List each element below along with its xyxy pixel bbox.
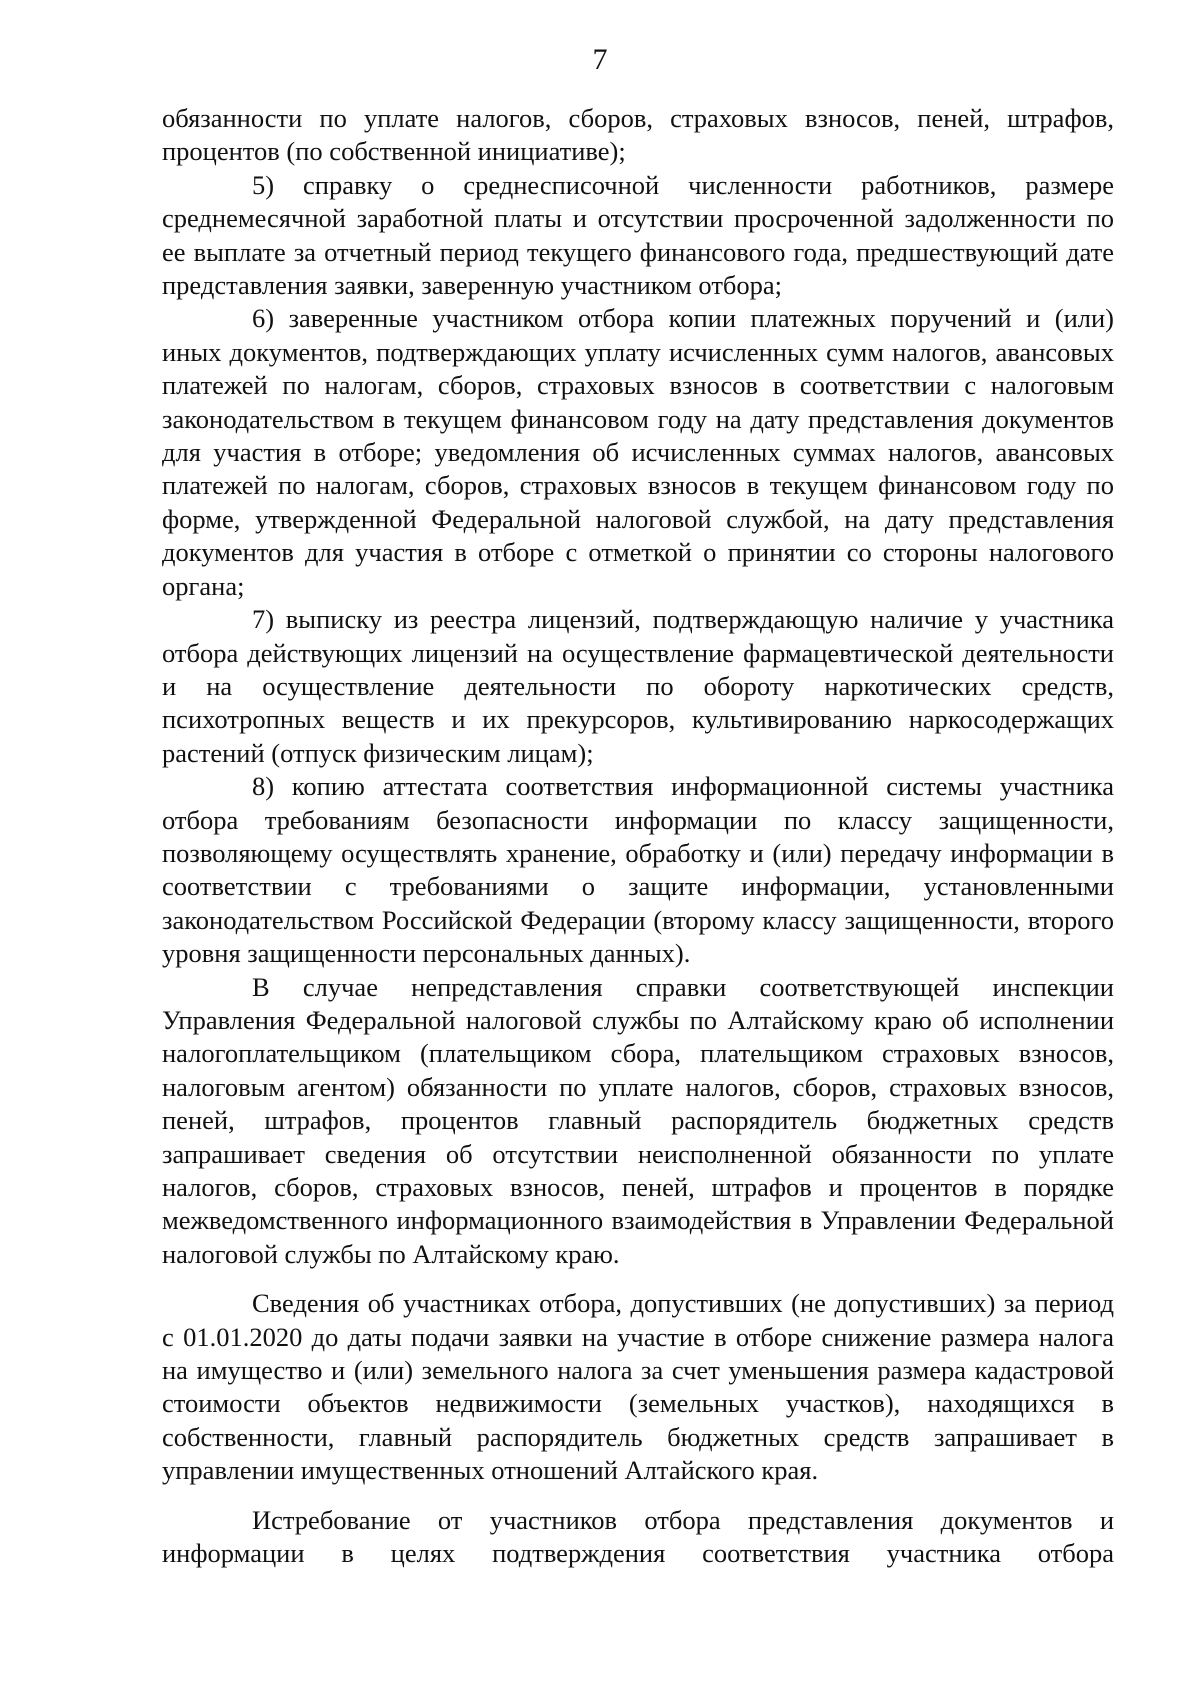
paragraph-non-submission: В случае непредставления справки соответствующей инспекции Управления Федеральной налоговой службы по Алтайскому краю об исполнении налогоплательщиком (плательщиком сбора, плательщиком страховых взносов, налоговым агентом) обязанности по уплате налогов, сборов, страховых взносов, пеней, штрафов, процентов главный распорядитель бюджетных средств запрашивает сведения об отсутствии неисполненной обязанности по уплате налогов, сборов, страховых взносов, пеней, штрафов и процентов в порядке межведомственного информационного взаимодействия в Управлении Федеральной налоговой службы по Алтайскому краю. [162,971,1114,1269]
paragraph-document-request: Истребование от участников отбора представления документов и информации в целях подтверждения соответствия участника отбора [162,1504,1114,1569]
page-number: 7 [592,43,608,76]
paragraph-item-6: 6) заверенные участником отбора копии платежных поручений и (или) иных документов, подтверждающих уплату исчисленных сумм налогов, авансовых платежей по налогам, сборов, страховых взносов в соответствии с налоговым законодательством в текущем финансовом году на дату представления документов для участия в отборе; уведомления об исчисленных суммах налогов, авансовых платежей по налогам, сборов, страховых взносов в текущем финансовом году по форме, утвержденной Федеральной налоговой службой, на дату представления документов для участия в отборе с отметкой о принятии со стороны налогового органа; [162,303,1114,601]
paragraph-item-7: 7) выписку из реестра лицензий, подтверждающую наличие у участника отбора действующих лицензий на осуществление фармацевтической деятельности и на осуществление деятельности по обороту наркотических средств, психотропных веществ и их прекурсоров, культивированию наркосодержащих растений (отпуск физическим лицам); [162,604,1114,768]
document-body [162,102,1114,1570]
paragraph-continuation: обязанности по уплате налогов, сборов, страховых взносов, пеней, штрафов, процентов (по собственной инициативе); [162,103,1114,167]
paragraph-item-5: 5) справку о среднесписочной численности работников, размере среднемесячной заработной платы и отсутствии просроченной задолженности по ее выплате за отчетный период текущего финансового года, предшествующий дате представления заявки, заверенную участником отбора; [162,169,1114,301]
paragraph-item-8: 8) копию аттестата соответствия информационной системы участника отбора требованиям безопасности информации по классу защищенности, позволяющему осуществлять хранение, обработку и (или) передачу информации в соответствии с требованиями о защите информации, установленными законодательством Российской Федерации (второму классу защищенности, второго уровня защищенности персональных данных). [162,771,1114,969]
paragraph-property-tax-info: Сведения об участниках отбора, допустивших (не допустивших) за период с 01.01.2020 до даты подачи заявки на участие в отборе снижение размера налога на имущество и (или) земельного налога за счет уменьшения размера кадастровой стоимости объектов недвижимости (земельных участков), находящихся в собственности, главный распорядитель бюджетных средств запрашивает в управлении имущественных отношений Алтайского края. [162,1288,1114,1486]
